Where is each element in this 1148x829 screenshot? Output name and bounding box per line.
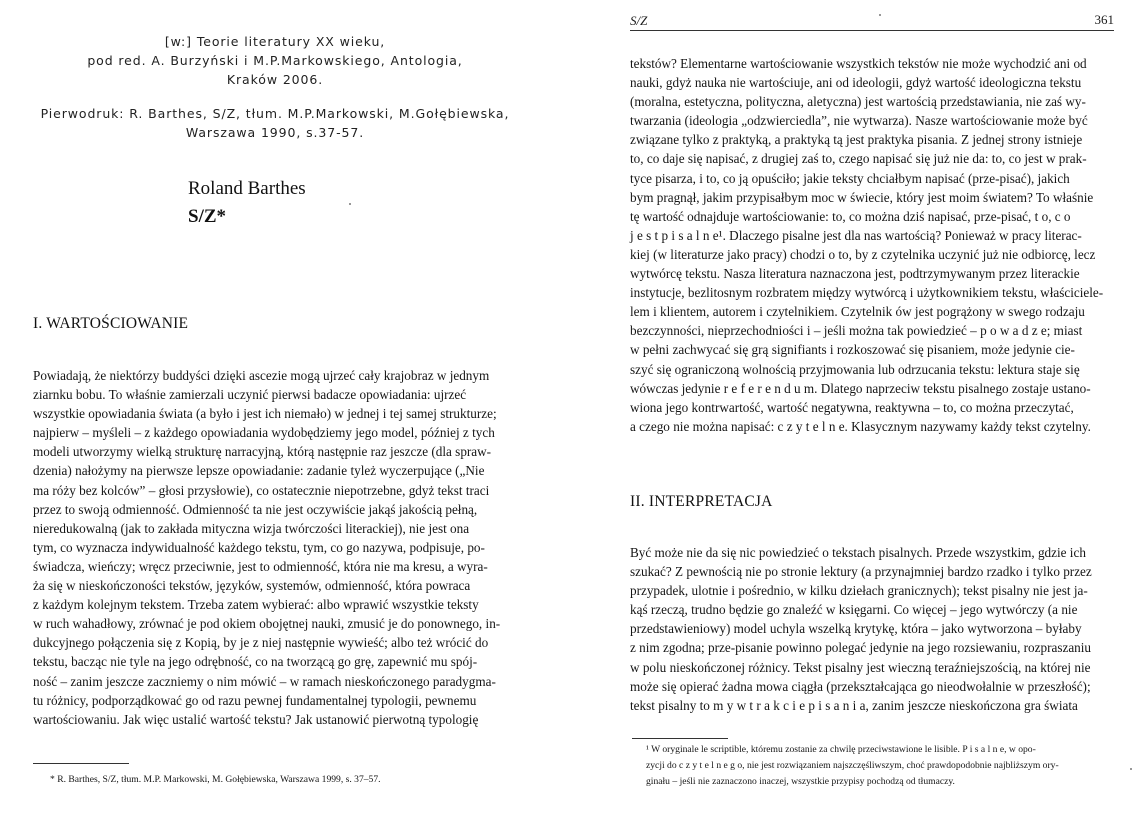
source-line: pod red. A. Burzyński i M.P.Markowskiego, Antologia, <box>87 53 463 68</box>
text-line: wartościowaniu. Jak więc ustalić wartość tekstu? Jak ustanowić pierwotną typologię <box>33 711 479 727</box>
text-line: związane tylko z praktyką, a praktyką tą jest praktyka pisania. Z jednej strony istnieje <box>630 132 1083 148</box>
text-line: tekstu, bacząc nie tyle na jego odrębność, co na tworzącą go grę, zapewnić mu spój- <box>33 654 478 670</box>
text-line: tę wartość odnajduje wartościowanie: to, co można dziś napisać, prze-pisać, t o, c o <box>630 208 1071 224</box>
footnote-rule <box>33 763 129 764</box>
text-line: szyć się ograniczoną wolnością przyjmowania lub odrzucania tekstu: lektura staje się <box>630 361 1080 377</box>
text-line: przez to swoją odmienność. Odmienność ta nie jest oczywiście jakąś jakością pełną, <box>33 501 478 517</box>
text-line: Być może nie da się nic powiedzieć o tekstach pisalnych. Przede wszystkim, gdzie ich <box>630 545 1086 560</box>
footnote-left: * R. Barthes, S/Z, tłum. M.P. Markowski, M. Gołębiewska, Warszawa 1999, s. 37–57. <box>50 774 381 785</box>
text-line: nieredukowalną (jak to zakłada mityczna wizja twórczości literackiej), nie jest ona <box>33 520 470 536</box>
text-line: dzenia) nałożymy na pierwsze lepsze opowiadanie: zadanie tyleż wyczerpujące („Nie <box>33 463 485 479</box>
footnote-rule <box>632 738 728 739</box>
text-line: wówczas jedynie r e f e r e n d u m. Dlatego naprzeciw tekstu pisalnego zostaje ustano- <box>630 380 1091 396</box>
text-line: ma róży bez kolców” – głosi przysłowie), co ostatecznie niepotrzebne, gdyż tekst traci <box>33 482 490 498</box>
original-line: Pierwodruk: R. Barthes, S/Z, tłum. M.P.Markowski, M.Gołębiewska, <box>40 106 510 121</box>
text-line: wytwórcę tekstu. Nasza literatura naznaczona jest, podtrzymywanym przez literackie <box>630 266 1080 282</box>
footnote-line: zycji do c z y t e l n e g o, nie jest rozwiązaniem najszczęśliwszym, choć prawdopodobnie najbliższym ory- <box>646 760 1059 771</box>
work-title: S/Z* <box>188 206 227 227</box>
text-line: instytucje, bezlitosnym rozbratem między wytwórcą i użytkownikiem tekstu, właściciele- <box>630 285 1104 301</box>
text-line: może się opierać żadna mowa ciągła (przekształcająca go nieodwołalnie w przeszłość); <box>630 678 1091 694</box>
text-line: j e s t p i s a l n e¹. Dlaczego pisalne jest dla nas wartością? Ponieważ w pracy literac- <box>630 227 1082 243</box>
text-line: to, co daje się napisać, z drugiej zaś to, czego napisać się już nie da: to, co jest w prak- <box>630 151 1087 167</box>
text-line: szukać? Z pewnością nie po stronie lektury (a przynajmniej bardzo rzadko i tylko przez <box>630 564 1092 580</box>
text-line: tym, co wyznacza indywidualność każdego tekstu, tym, co go nazywa, podpisuje, po- <box>33 539 485 555</box>
text-line: najpierw – myśleli – z każdego opowiadania wydobędziemy jego model, później z tych <box>33 425 495 441</box>
text-line: z nim zgodna; prze-pisanie powinno polegać jedynie na jego rozsiewaniu, rozpraszaniu <box>630 640 1092 656</box>
text-line: tekst pisalny to m y w t r a k c i e p i s a n i a, zanim jeszcze nieskończona gra świata <box>630 697 1078 713</box>
text-line: tekstów? Elementarne wartościowanie wszystkich tekstów nie może wychodzić ani od <box>630 56 1087 71</box>
footnote-right <box>646 742 1116 790</box>
text-line: lem i klientem, autorem i czytelnikiem. Czytelnik ów jest pogrążony w swego rodzaju <box>630 304 1085 320</box>
text-line: ność – zanim jeszcze zaczniemy o nim mówić – w ramach nieskończonego paradygma- <box>33 673 496 689</box>
scan-speck <box>349 203 351 205</box>
right-page <box>574 0 1148 829</box>
source-citation <box>20 32 530 89</box>
text-line: w pełni zachwycać się grą signifiants i rozkoszować się pisaniem, może jedynie cie- <box>630 342 1075 358</box>
text-line: ziarnku bobu. To właśnie zamierzali uczynić pierwsi badacze opowiadania: ujrzeć <box>33 387 467 403</box>
source-line: [w:] Teorie literatury XX wieku, <box>164 34 386 49</box>
footnote-line: ginału – jeśli nie zaznaczono inaczej, wszystkie przypisy pochodzą od tłumaczy. <box>646 776 955 787</box>
text-line: wszystkie opowiadania świata (a było i jest ich niemało) w jednej i tej samej strukturze; <box>33 406 497 422</box>
text-line: twarzania (ideologia „odzwierciedla”, nie wytwarza). Nasze wartościowanie może być <box>630 113 1088 129</box>
text-line: kąś rzeczą, trudno będzie go znaleźć w księgarni. Co więcej – jego wytwórczy (a nie <box>630 602 1078 618</box>
running-title: S/Z <box>630 13 648 28</box>
text-line: modeli utworzymy wielką strukturę narracyjną, którą następnie raz jeszcze (dla spraw- <box>33 444 492 460</box>
body-text-right-2 <box>630 543 1114 715</box>
text-line: w polu nieskończonej różnicy. Tekst pisalny jest wieczną teraźniejszością, na której nie <box>630 659 1091 675</box>
text-line: dukcyjnego połączenia się z Kopią, by je z niej następnie wywieść; albo też wrócić do <box>33 635 489 651</box>
text-line: tu różnicy, podporządkować go od razu pewnej fundamentalnej typologii, pewnemu <box>33 692 477 708</box>
original-publication <box>20 104 530 142</box>
text-line: ża się w nieskończoności tekstów, języków, systemów, odmienność, która powraca <box>33 578 471 594</box>
text-line: nauki, gdyż nauka nie wartościuje, ani od ideologii, gdyż wartość ideologiczna tekstu <box>630 75 1082 91</box>
section-heading-wartosciowanie: I. WARTOŚCIOWANIE <box>33 315 189 332</box>
text-line: tyce pisarza, i to, co ją opuściło; jakie teksty chciałbym napisać (prze-pisać), jakich <box>630 170 1070 186</box>
text-line: przypadek, ulotnie i pośrednio, w kilku dziełach granicznych); tekst pisalny nie jest ja- <box>630 583 1088 599</box>
original-line: Warszawa 1990, s.37-57. <box>185 125 365 140</box>
text-line: (moralna, estetyczna, polityczna, aletyczna) jest wartością przedstawiania, nie zaś wy- <box>630 94 1086 110</box>
footnote-line: ¹ W oryginale le scriptible, któremu zostanie za chwilę przeciwstawione le lisible. P i s a l n e, w opo- <box>646 744 1036 755</box>
text-line: kiej (w literaturze jako pracy) chodzi o to, by z czytelnika uczynić już nie odbiorcę, lecz <box>630 246 1096 262</box>
scan-speck <box>1130 768 1132 770</box>
text-line: a czego nie można napisać: c z y t e l n e. Klasycznym nazywamy każdy tekst czytelny. <box>630 418 1091 434</box>
author-name: Roland Barthes <box>188 178 306 199</box>
text-line: Powiadają, że niektórzy buddyści dzięki ascezie mogą ujrzeć cały krajobraz w jednym <box>33 368 490 383</box>
source-line: Kraków 2006. <box>226 72 324 87</box>
body-text-right <box>630 54 1114 436</box>
section-heading-interpretacja: II. INTERPRETACJA <box>630 493 773 510</box>
running-header <box>630 12 1114 31</box>
text-line: wiona jego kontrwartość, wartość negatywna, reaktywna – to, co można przeczytać, <box>630 399 1074 415</box>
text-line: bezczynności, nieprzechodniości i – jeśli można tak powiedzieć – p o w a d z e; miast <box>630 323 1083 339</box>
page-number: 361 <box>1094 12 1114 27</box>
text-line: w ruch wahadłowy, zrównać je pod okiem obojętnej nauki, zmusić je do ponownego, in- <box>33 616 501 632</box>
text-line: z każdym kolejnym tekstem. Trzeba zatem wybierać: albo wprawić wszystkie teksty <box>33 597 479 613</box>
text-line: bym pragnął, jakim przypisałbym moc w świecie, który jest moim światem? To właśnie <box>630 189 1094 205</box>
text-line: świadcza, wieńczy; wręcz przeciwnie, jest to odmienność, która nie ma kresu, a wyra- <box>33 558 488 574</box>
body-text-left <box>33 366 515 729</box>
text-line: przedstawieniowy) model uchyla wszelką krytykę, która – jako wytworzona – byłaby <box>630 621 1082 637</box>
scan-speck <box>879 14 881 16</box>
